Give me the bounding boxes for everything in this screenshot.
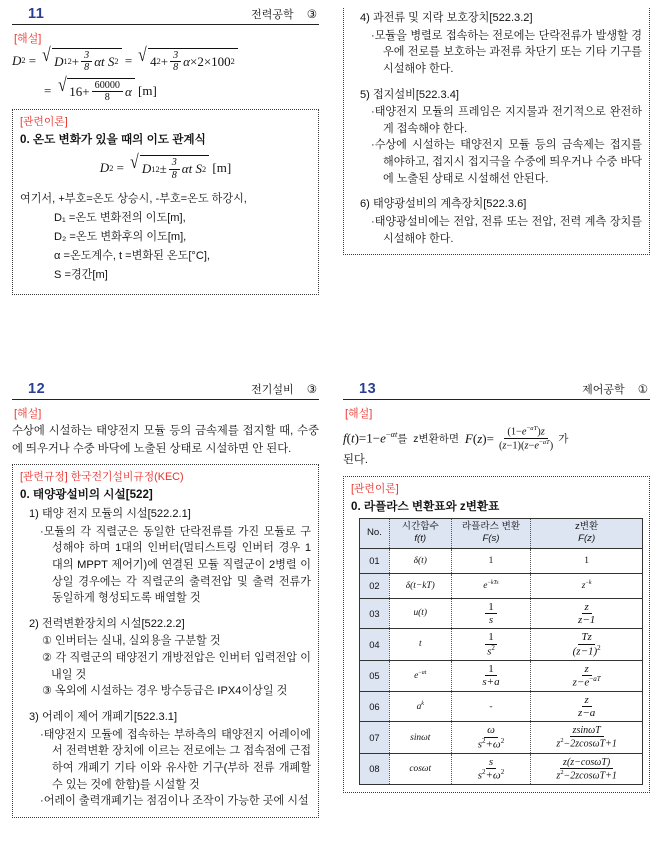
- related-theory-box-11: [12, 109, 319, 295]
- list-item: ·모듈의 각 직렬군은 동일한 단락전류를 가진 모듈로 구성해야 하며 1대의 인버터(멀티스트링 인버터 경우 1대의 MPPT 제어기)에 연결된 모듈 직렬군이 2병렬 이상일 경우에는 각 직렬군의 출력전압 및 출력 전류가 동일하게 형성되도록 배열할 것: [40, 525, 311, 605]
- cell-no: 08: [360, 753, 390, 784]
- list-item: ③ 옥외에 시설하는 경우 방수등급은 IPX4이상일 것: [42, 685, 288, 698]
- cell-laplace: $\frac{1}{s}$: [451, 598, 531, 629]
- cell-time-function: $e^{-at}$: [389, 660, 451, 691]
- cell-ztransform: $z^{-k}$: [531, 573, 643, 598]
- formula-theory: D 2 = √ D 1 2 ± $\frac{3}{8}$ α t S 2 [m]: [99, 152, 232, 181]
- cell-laplace: $\frac{1}{s^2}$: [451, 629, 531, 660]
- where-line: S =경간[m]: [54, 269, 108, 282]
- transform-table-wrapper: [359, 518, 640, 785]
- table-row: [360, 598, 643, 629]
- where-line: D₁ =온도 변화전의 이도[m],: [54, 212, 186, 225]
- spacer: [351, 187, 642, 196]
- column-header-ztransform: z변환 F(z): [531, 518, 643, 548]
- problem-12-panel: [0, 375, 331, 818]
- list-item: ② 각 직렬군의 태양전기 개방전압은 인버터 입력전압 이내일 것: [42, 652, 311, 681]
- table-row: [360, 573, 643, 598]
- explain-tail: 된다.: [343, 454, 368, 467]
- cell-ztransform: $\frac{Tz}{(z-1)^2}$: [531, 629, 643, 660]
- table-row: [360, 722, 643, 753]
- problem-11-header: [12, 6, 319, 25]
- cell-ztransform: $\frac{z}{z-a}$: [531, 691, 643, 722]
- where-clause: [20, 190, 311, 285]
- related-regulation-box-12: [12, 464, 319, 818]
- problem-number: 12: [28, 381, 46, 397]
- spacer: [20, 700, 311, 709]
- where-line: 여기서, +부호=온도 상승시, -부호=온도 하강시,: [20, 193, 247, 206]
- column-header-time-function: 시간함수 f(t): [389, 518, 451, 548]
- cell-time-function: δ(t): [389, 548, 451, 573]
- cell-no: 01: [360, 548, 390, 573]
- cell-no: 02: [360, 573, 390, 598]
- regulation-list: [351, 10, 642, 247]
- cell-laplace: $\frac{s}{s^2+\omega^2}$: [451, 753, 531, 784]
- explain-text: 수상에 시설하는 태양전지 모듈 등의 금속제를 접지할 때, 수중에 띄우거나 수중 바닥에 노출된 상태로 시설하면 안 된다.: [12, 425, 319, 455]
- list-item: ·태양광설비에는 전압, 전류 또는 전압, 전력 계측 장치를 시설해야 한다.: [371, 216, 642, 245]
- problem-answer: ③: [306, 384, 317, 396]
- problem-11-panel: [0, 0, 331, 295]
- theory-title: 0. 온도 변화가 있을 때의 이도 관계식: [20, 133, 206, 147]
- problem-number: 13: [359, 381, 377, 397]
- problem-12-header: [12, 381, 319, 400]
- list-item: 5) 접지설비[522.3.4]: [360, 88, 459, 101]
- laplace-z-transform-table: [359, 518, 643, 785]
- explain-label: [해설]: [14, 33, 42, 45]
- cell-time-function: cosωt: [389, 753, 451, 784]
- theory-label: [관련이론]: [20, 116, 68, 129]
- explain-label: [해설]: [345, 408, 373, 420]
- regulation-box-continued: [343, 8, 650, 255]
- cell-time-function: t: [389, 629, 451, 660]
- cell-time-function: sinωt: [389, 722, 451, 753]
- list-item: ① 인버터는 실내, 실외용을 구분할 것: [42, 635, 221, 648]
- cell-no: 06: [360, 691, 390, 722]
- cell-time-function: δ(t−kT): [389, 573, 451, 598]
- problem-subject: 전력공학: [251, 9, 294, 21]
- problem-13-header: [343, 381, 650, 400]
- problem-answer: ①: [637, 384, 648, 396]
- formula-z-transform: $f(t)=1-e^{-\alpha t}$ 를 z변환하면 F(z)= $\frac{(1-e^{-aT})z}{(z-1)(z-e^{-aT})}$ 가: [343, 425, 569, 452]
- cell-no: 05: [360, 660, 390, 691]
- cell-laplace: $e^{-kTs}$: [451, 573, 531, 598]
- list-item: ·모듈을 병렬로 접속하는 전로에는 단락전류가 발생할 경우에 전로를 보호하는 과전류 차단기 또는 기타 기구를 시설해야 한다.: [371, 29, 642, 75]
- regulation-title: 0. 태양광설비의 시설[522]: [20, 488, 153, 501]
- cell-laplace: $\frac{1}{s+a}$: [451, 660, 531, 691]
- column-header-laplace: 라플라스 변환 F(s): [451, 518, 531, 548]
- list-item: 1) 태양 전지 모듈의 시설[522.2.1]: [29, 508, 191, 520]
- cell-time-function: $a^k$: [389, 691, 451, 722]
- theory-label: [관련이론]: [351, 482, 399, 495]
- theory-title: 0. 라플라스 변환표와 z변환표: [351, 499, 500, 513]
- problem-subject: 전기설비: [251, 384, 294, 396]
- cell-laplace: -: [451, 691, 531, 722]
- problem-subject: 제어공학: [582, 384, 625, 396]
- table-row: [360, 548, 643, 573]
- list-item: ·수상에 시설하는 태양전지 모듈 등의 금속제는 접지를 해야하고, 접지시 접지극을 수중에 띄우거나 수중 바닥에 노출된 상태로 시설해선 안된다.: [371, 139, 642, 185]
- cell-no: 03: [360, 598, 390, 629]
- formula-solution-line1: D 2 = √ D 1 2 + $\frac{3}{8}$ α t S 2 = √ 4 2 + $\frac{3}{8}$ α ×2×100 2: [12, 48, 319, 74]
- related-theory-box-13: [343, 476, 650, 793]
- explain-label: [해설]: [14, 408, 42, 420]
- where-line: D₂ =온도 변화후의 이도[m],: [54, 231, 187, 244]
- cell-ztransform: $\frac{zsin\omega T}{z^2-2zcos\omega T+1}$: [531, 722, 643, 753]
- cell-ztransform: $\frac{z(z-\cos\omega T)}{z^2-2zcos\omega T+1}$: [531, 753, 643, 784]
- cell-ztransform: 1: [531, 548, 643, 573]
- problem-answer: ③: [306, 9, 317, 21]
- cell-ztransform: $\frac{z}{z-1}$: [531, 598, 643, 629]
- where-line: α =온도계수, t =변화된 온도[°C],: [54, 250, 211, 263]
- regulation-continuation-panel: [331, 0, 662, 255]
- table-row: [360, 753, 643, 784]
- list-item: 2) 전력변환장치의 시설[522.2.2]: [29, 617, 185, 630]
- list-item: ·태양전지 모듈에 접속하는 부하측의 태양전지 어레이에서 전력변환 장치에 이르는 전로에는 그 접속점에 근접하여 개폐기 기타 이와 유사한 기구(부하 전류 개폐할 수 있는 것에 한함)를 시설할 것: [40, 728, 311, 791]
- list-item: 4) 과전류 및 지락 보호장치[522.3.2]: [360, 12, 533, 24]
- formula-solution-line2: = √ 16+ $\frac{60000}{8}$ α [m]: [44, 74, 157, 104]
- spacer: [351, 78, 642, 87]
- table-header-row: [360, 518, 643, 548]
- cell-laplace: $\frac{\omega}{s^2+\omega^2}$: [451, 722, 531, 753]
- regulation-list: [20, 506, 311, 810]
- regulation-label: [관련규정] 한국전기설비규정(KEC): [20, 471, 184, 483]
- column-header-no: No.: [360, 518, 390, 548]
- table-row: [360, 691, 643, 722]
- cell-time-function: u(t): [389, 598, 451, 629]
- cell-ztransform: $\frac{z}{z-e^{-aT}}$: [531, 660, 643, 691]
- list-item: 3) 어레이 제어 개폐기[522.3.1]: [29, 711, 178, 724]
- table-row: [360, 629, 643, 660]
- list-item: ·어레이 출력개폐기는 점검이나 조작이 가능한 곳에 시설: [40, 795, 309, 808]
- list-item: 6) 태양광설비의 계측장치[522.3.6]: [360, 198, 527, 211]
- table-row: [360, 660, 643, 691]
- cell-no: 04: [360, 629, 390, 660]
- cell-no: 07: [360, 722, 390, 753]
- table-body: [360, 548, 643, 784]
- cell-laplace: 1: [451, 548, 531, 573]
- problem-13-panel: [331, 375, 662, 793]
- list-item: ·태양전지 모듈의 프레임은 지지물과 전기적으로 완전하게 접속해야 한다.: [371, 106, 642, 135]
- spacer: [20, 607, 311, 616]
- problem-number: 11: [28, 6, 45, 22]
